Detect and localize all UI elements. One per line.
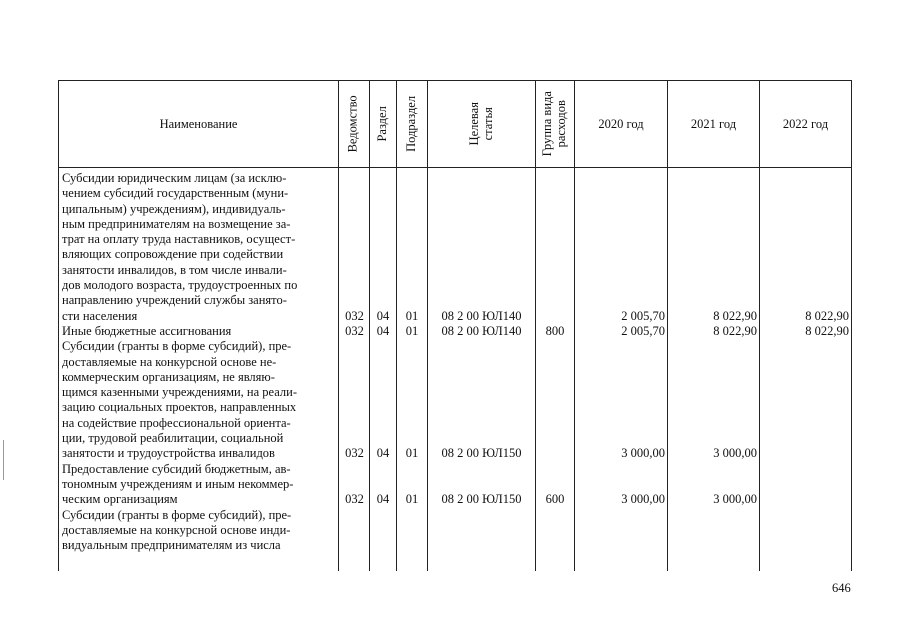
cell-razdel: 04 <box>376 324 390 338</box>
header-divider <box>59 167 851 168</box>
cell-gruppa: 600 <box>545 492 565 507</box>
row-name-line: трат на оплату труда наставников, осущест- <box>62 232 296 247</box>
row-name-line: доставляемые на конкурсной основе не- <box>62 354 277 369</box>
row-name-line: доставляемые на конкурсной основе инди- <box>62 522 291 537</box>
cell-year-2020: 2 005,70 <box>621 324 665 338</box>
row-name-line: коммерческим организациям, не являю- <box>62 369 275 384</box>
row-name-line: Иные бюджетные ассигнования <box>62 324 232 338</box>
row-name-line: Субсидии (гранты в форме субсидий), пре- <box>62 507 292 522</box>
cell-year-2021: 8 022,90 <box>713 324 757 338</box>
cell-gruppa: 800 <box>545 324 565 338</box>
row-name-line: дов молодого возраста, трудоустроенных по <box>62 278 298 293</box>
row-name-line: Субсидии (гранты в форме субсидий), пре- <box>62 339 292 354</box>
row-name-line: вляющих сопровождение при содействии <box>62 247 284 262</box>
header-gruppa-text <box>541 91 569 156</box>
cell-podrazdel: 01 <box>405 324 419 338</box>
header-celevaya <box>428 81 535 167</box>
row-name <box>62 339 334 461</box>
scan-mark <box>3 440 4 480</box>
cell-podrazdel: 01 <box>405 492 419 507</box>
header-podrazdel <box>397 81 427 167</box>
row-name-line: на содействие профессиональной ориента- <box>62 415 291 430</box>
row-name-line: ции, трудовой реабилитации, социальной <box>62 431 284 446</box>
row-name-line: ным предпринимателям на возмещение за- <box>62 216 291 231</box>
cell-year-2020: 3 000,00 <box>621 446 665 461</box>
cell-razdel: 04 <box>376 492 390 507</box>
header-2021 <box>668 81 759 167</box>
row-name-line: сти населения <box>62 308 138 323</box>
row-name-line: занятости инвалидов, в том числе инвали- <box>62 262 287 277</box>
cell-vedomstvo: 032 <box>345 446 364 461</box>
cell-podrazdel: 01 <box>405 446 419 461</box>
cell-celevayear-a: 08 2 00 ЮЛ140 <box>441 308 522 323</box>
header-2020-text: 2020 год <box>598 116 644 131</box>
header-celevaya-line1: Целевая <box>466 102 481 146</box>
header-podrazdel-text: Подраздел <box>404 96 419 152</box>
header-2020 <box>575 81 667 167</box>
row-name-line: ческим организациям <box>62 492 178 507</box>
header-name-text: Наименование <box>159 116 238 131</box>
header-vedomstvo <box>339 81 369 167</box>
header-razdel <box>370 81 396 167</box>
cell-celevayear-a: 08 2 00 ЮЛ150 <box>441 446 522 461</box>
row-name-line: Субсидии юридическим лицам (за исклю- <box>62 171 287 185</box>
cell-razdel: 04 <box>376 308 390 323</box>
header-gruppa-line1: Группа вида <box>540 91 555 157</box>
row-name-line: чением субсидий государственным (муни- <box>62 186 289 201</box>
cell-vedomstvo: 032 <box>345 308 364 323</box>
row-name-line: тономным учреждениям и иным некоммер- <box>62 476 294 491</box>
row-name-line: Предоставление субсидий бюджетным, ав- <box>62 461 291 476</box>
header-2021-text: 2021 год <box>690 116 737 131</box>
cell-year-2021: 3 000,00 <box>713 446 757 461</box>
row-name-line: зацию социальных проектов, направленных <box>62 400 297 415</box>
cell-vedomstvo: 032 <box>345 492 364 507</box>
cell-podrazdel: 01 <box>405 308 419 323</box>
header-vedomstvo-text: Ведомство <box>346 95 361 153</box>
cell-year-2020: 3 000,00 <box>621 492 665 507</box>
cell-year-2021: 3 000,00 <box>713 492 757 507</box>
header-gruppa-line2: расходов <box>554 100 569 148</box>
cell-year-2021: 8 022,90 <box>713 308 757 323</box>
header-name <box>59 81 338 167</box>
row-name-line: занятости и трудоустройства инвалидов <box>62 446 275 461</box>
cell-razdel: 04 <box>376 446 390 461</box>
row-name-line: видуальным предпринимателям из числа <box>62 538 281 553</box>
row-name <box>62 508 334 554</box>
header-2022 <box>760 81 851 167</box>
cell-celevayear-a: 08 2 00 ЮЛ140 <box>441 324 522 338</box>
header-gruppa <box>536 81 574 167</box>
cell-vedomstvo: 032 <box>345 324 364 338</box>
cell-year-2022: 8 022,90 <box>805 324 849 338</box>
header-2022-text: 2022 год <box>782 116 829 131</box>
row-name <box>62 324 334 339</box>
row-name-line: ципальным) учреждениям), индивидуаль- <box>62 201 286 216</box>
cell-year-2022: 8 022,90 <box>805 308 849 323</box>
row-name <box>62 462 334 508</box>
header-razdel-text: Раздел <box>375 106 390 142</box>
cell-celevayear-a: 08 2 00 ЮЛ150 <box>441 492 522 507</box>
page-number: 646 <box>832 581 851 595</box>
row-name-line: щимся казенными учреждениями, на реали- <box>62 385 297 400</box>
cell-year-2020: 2 005,70 <box>621 308 665 323</box>
budget-table <box>58 80 852 571</box>
header-celevaya-line2: статья <box>480 107 495 141</box>
row-name-line: направлению учреждений службы занято- <box>62 293 287 308</box>
header-celevaya-text <box>468 102 496 145</box>
row-name <box>62 171 334 324</box>
